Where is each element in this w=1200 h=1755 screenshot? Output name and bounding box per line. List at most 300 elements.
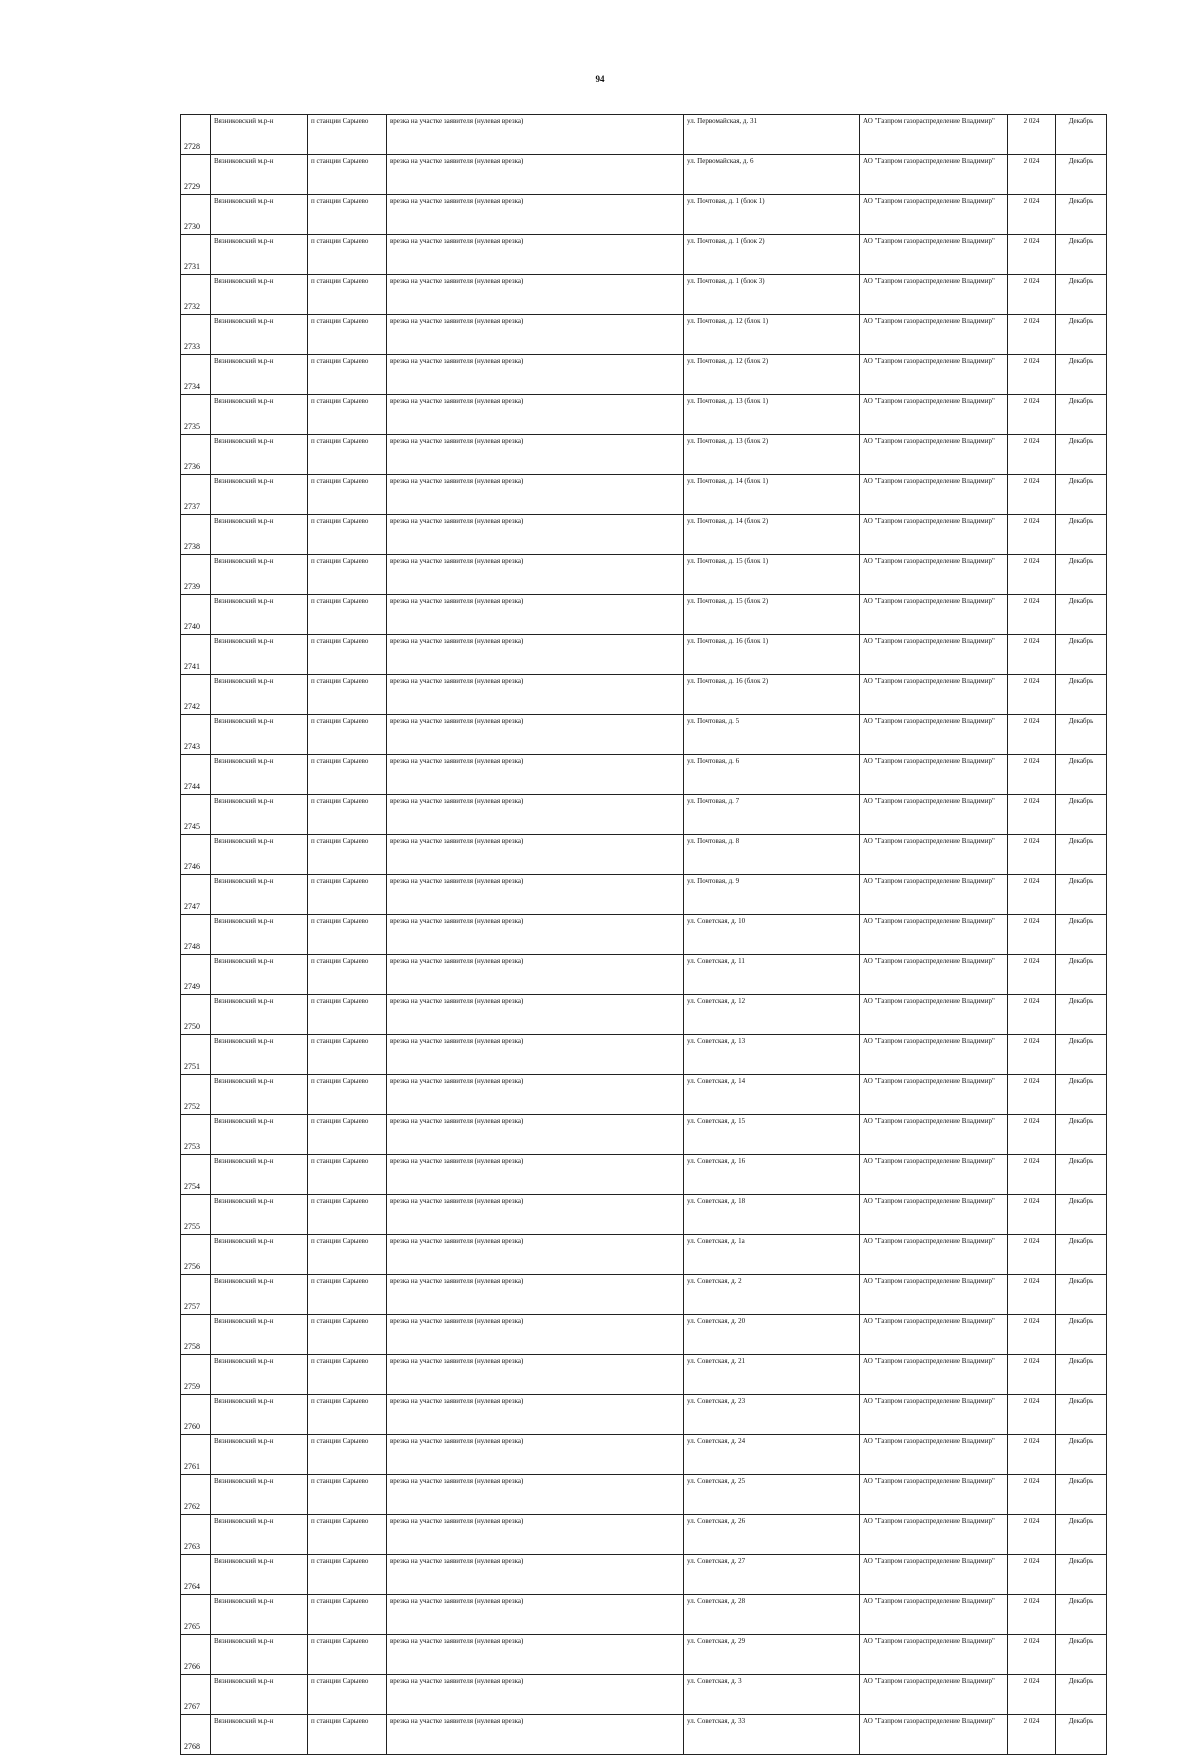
work-type-cell: врезка на участке заявителя (нулевая врезка) (387, 315, 684, 355)
month-cell: Декабрь (1056, 1595, 1107, 1635)
month-cell: Декабрь (1056, 1635, 1107, 1675)
table-row (181, 995, 1107, 1035)
table-row (181, 1155, 1107, 1195)
year-cell: 2 024 (1008, 1555, 1056, 1595)
row-number-cell: 2731 (181, 235, 211, 275)
table-row (181, 835, 1107, 875)
year-cell: 2 024 (1008, 1675, 1056, 1715)
year-cell: 2 024 (1008, 1355, 1056, 1395)
table-row (181, 235, 1107, 275)
table-row (181, 1275, 1107, 1315)
locality-cell: п станции Сарыево (308, 1155, 387, 1195)
table-row (181, 355, 1107, 395)
year-cell: 2 024 (1008, 875, 1056, 915)
district-cell: Вязниковский м.р-н (211, 315, 308, 355)
month-cell: Декабрь (1056, 1675, 1107, 1715)
organization-cell: АО "Газпром газораспределение Владимир" (860, 355, 1008, 395)
address-cell: ул. Советская, д. 18 (684, 1195, 860, 1235)
district-cell: Вязниковский м.р-н (211, 1075, 308, 1115)
month-cell: Декабрь (1056, 1155, 1107, 1195)
row-number-cell: 2763 (181, 1515, 211, 1555)
address-cell: ул. Советская, д. 13 (684, 1035, 860, 1075)
month-cell: Декабрь (1056, 355, 1107, 395)
month-cell: Декабрь (1056, 1315, 1107, 1355)
address-cell: ул. Советская, д. 15 (684, 1115, 860, 1155)
locality-cell: п станции Сарыево (308, 1555, 387, 1595)
month-cell: Декабрь (1056, 475, 1107, 515)
organization-cell: АО "Газпром газораспределение Владимир" (860, 115, 1008, 155)
district-cell: Вязниковский м.р-н (211, 1555, 308, 1595)
table-row (181, 475, 1107, 515)
organization-cell: АО "Газпром газораспределение Владимир" (860, 755, 1008, 795)
organization-cell: АО "Газпром газораспределение Владимир" (860, 1075, 1008, 1115)
locality-cell: п станции Сарыево (308, 1355, 387, 1395)
district-cell: Вязниковский м.р-н (211, 755, 308, 795)
table-row (181, 1235, 1107, 1275)
work-type-cell: врезка на участке заявителя (нулевая врезка) (387, 115, 684, 155)
organization-cell: АО "Газпром газораспределение Владимир" (860, 1595, 1008, 1635)
month-cell: Декабрь (1056, 1395, 1107, 1435)
work-type-cell: врезка на участке заявителя (нулевая врезка) (387, 1555, 684, 1595)
work-type-cell: врезка на участке заявителя (нулевая врезка) (387, 515, 684, 555)
district-cell: Вязниковский м.р-н (211, 635, 308, 675)
district-cell: Вязниковский м.р-н (211, 435, 308, 475)
work-type-cell: врезка на участке заявителя (нулевая врезка) (387, 715, 684, 755)
work-type-cell: врезка на участке заявителя (нулевая врезка) (387, 155, 684, 195)
row-number-cell: 2730 (181, 195, 211, 235)
organization-cell: АО "Газпром газораспределение Владимир" (860, 835, 1008, 875)
month-cell: Декабрь (1056, 115, 1107, 155)
table-row (181, 395, 1107, 435)
row-number-cell: 2741 (181, 635, 211, 675)
row-number-cell: 2733 (181, 315, 211, 355)
district-cell: Вязниковский м.р-н (211, 1115, 308, 1155)
address-cell: ул. Почтовая, д. 5 (684, 715, 860, 755)
year-cell: 2 024 (1008, 1115, 1056, 1155)
month-cell: Декабрь (1056, 1195, 1107, 1235)
address-cell: ул. Советская, д. 21 (684, 1355, 860, 1395)
organization-cell: АО "Газпром газораспределение Владимир" (860, 1155, 1008, 1195)
month-cell: Декабрь (1056, 595, 1107, 635)
locality-cell: п станции Сарыево (308, 1475, 387, 1515)
year-cell: 2 024 (1008, 635, 1056, 675)
organization-cell: АО "Газпром газораспределение Владимир" (860, 1715, 1008, 1755)
address-cell: ул. Советская, д. 29 (684, 1635, 860, 1675)
district-cell: Вязниковский м.р-н (211, 475, 308, 515)
district-cell: Вязниковский м.р-н (211, 675, 308, 715)
work-type-cell: врезка на участке заявителя (нулевая врезка) (387, 1195, 684, 1235)
locality-cell: п станции Сарыево (308, 1235, 387, 1275)
month-cell: Декабрь (1056, 1355, 1107, 1395)
organization-cell: АО "Газпром газораспределение Владимир" (860, 235, 1008, 275)
locality-cell: п станции Сарыево (308, 355, 387, 395)
table-row (181, 1035, 1107, 1075)
address-cell: ул. Советская, д. 1а (684, 1235, 860, 1275)
month-cell: Декабрь (1056, 995, 1107, 1035)
table-row (181, 155, 1107, 195)
row-number-cell: 2764 (181, 1555, 211, 1595)
table-row (181, 1515, 1107, 1555)
table-row (181, 1475, 1107, 1515)
table-row (181, 1395, 1107, 1435)
locality-cell: п станции Сарыево (308, 795, 387, 835)
locality-cell: п станции Сарыево (308, 515, 387, 555)
work-type-cell: врезка на участке заявителя (нулевая врезка) (387, 1155, 684, 1195)
district-cell: Вязниковский м.р-н (211, 835, 308, 875)
row-number-cell: 2728 (181, 115, 211, 155)
table-row (181, 315, 1107, 355)
year-cell: 2 024 (1008, 1595, 1056, 1635)
locality-cell: п станции Сарыево (308, 955, 387, 995)
year-cell: 2 024 (1008, 1395, 1056, 1435)
district-cell: Вязниковский м.р-н (211, 235, 308, 275)
row-number-cell: 2753 (181, 1115, 211, 1155)
month-cell: Декабрь (1056, 1075, 1107, 1115)
locality-cell: п станции Сарыево (308, 1195, 387, 1235)
month-cell: Декабрь (1056, 755, 1107, 795)
district-cell: Вязниковский м.р-н (211, 115, 308, 155)
table-row (181, 1595, 1107, 1635)
organization-cell: АО "Газпром газораспределение Владимир" (860, 1235, 1008, 1275)
locality-cell: п станции Сарыево (308, 1275, 387, 1315)
organization-cell: АО "Газпром газораспределение Владимир" (860, 595, 1008, 635)
row-number-cell: 2762 (181, 1475, 211, 1515)
district-cell: Вязниковский м.р-н (211, 1595, 308, 1635)
row-number-cell: 2754 (181, 1155, 211, 1195)
address-cell: ул. Советская, д. 26 (684, 1515, 860, 1555)
locality-cell: п станции Сарыево (308, 1595, 387, 1635)
table-row (181, 515, 1107, 555)
row-number-cell: 2747 (181, 875, 211, 915)
address-cell: ул. Почтовая, д. 15 (блок 2) (684, 595, 860, 635)
month-cell: Декабрь (1056, 395, 1107, 435)
row-number-cell: 2761 (181, 1435, 211, 1475)
address-cell: ул. Почтовая, д. 9 (684, 875, 860, 915)
year-cell: 2 024 (1008, 475, 1056, 515)
locality-cell: п станции Сарыево (308, 1435, 387, 1475)
table-row (181, 755, 1107, 795)
locality-cell: п станции Сарыево (308, 235, 387, 275)
district-cell: Вязниковский м.р-н (211, 1355, 308, 1395)
year-cell: 2 024 (1008, 755, 1056, 795)
district-cell: Вязниковский м.р-н (211, 715, 308, 755)
district-cell: Вязниковский м.р-н (211, 1235, 308, 1275)
address-cell: ул. Почтовая, д. 14 (блок 1) (684, 475, 860, 515)
month-cell: Декабрь (1056, 835, 1107, 875)
work-type-cell: врезка на участке заявителя (нулевая врезка) (387, 955, 684, 995)
work-type-cell: врезка на участке заявителя (нулевая врезка) (387, 1595, 684, 1635)
locality-cell: п станции Сарыево (308, 1115, 387, 1155)
table-row (181, 195, 1107, 235)
work-type-cell: врезка на участке заявителя (нулевая врезка) (387, 435, 684, 475)
address-cell: ул. Советская, д. 14 (684, 1075, 860, 1115)
address-cell: ул. Почтовая, д. 13 (блок 1) (684, 395, 860, 435)
table-row (181, 1435, 1107, 1475)
work-type-cell: врезка на участке заявителя (нулевая врезка) (387, 1715, 684, 1755)
address-cell: ул. Почтовая, д. 6 (684, 755, 860, 795)
month-cell: Декабрь (1056, 875, 1107, 915)
district-cell: Вязниковский м.р-н (211, 1475, 308, 1515)
work-type-cell: врезка на участке заявителя (нулевая врезка) (387, 635, 684, 675)
row-number-cell: 2734 (181, 355, 211, 395)
row-number-cell: 2749 (181, 955, 211, 995)
month-cell: Декабрь (1056, 1475, 1107, 1515)
district-cell: Вязниковский м.р-н (211, 355, 308, 395)
work-type-cell: врезка на участке заявителя (нулевая врезка) (387, 1315, 684, 1355)
organization-cell: АО "Газпром газораспределение Владимир" (860, 875, 1008, 915)
district-cell: Вязниковский м.р-н (211, 1395, 308, 1435)
table-row (181, 1195, 1107, 1235)
year-cell: 2 024 (1008, 1035, 1056, 1075)
row-number-cell: 2732 (181, 275, 211, 315)
row-number-cell: 2743 (181, 715, 211, 755)
table-row (181, 955, 1107, 995)
work-type-cell: врезка на участке заявителя (нулевая врезка) (387, 835, 684, 875)
year-cell: 2 024 (1008, 675, 1056, 715)
locality-cell: п станции Сарыево (308, 315, 387, 355)
district-cell: Вязниковский м.р-н (211, 515, 308, 555)
organization-cell: АО "Газпром газораспределение Владимир" (860, 515, 1008, 555)
address-cell: ул. Почтовая, д. 15 (блок 1) (684, 555, 860, 595)
table-row (181, 115, 1107, 155)
table-row (181, 1075, 1107, 1115)
row-number-cell: 2738 (181, 515, 211, 555)
month-cell: Декабрь (1056, 715, 1107, 755)
locality-cell: п станции Сарыево (308, 755, 387, 795)
month-cell: Декабрь (1056, 1235, 1107, 1275)
row-number-cell: 2758 (181, 1315, 211, 1355)
month-cell: Декабрь (1056, 555, 1107, 595)
row-number-cell: 2755 (181, 1195, 211, 1235)
organization-cell: АО "Газпром газораспределение Владимир" (860, 435, 1008, 475)
organization-cell: АО "Газпром газораспределение Владимир" (860, 395, 1008, 435)
locality-cell: п станции Сарыево (308, 1075, 387, 1115)
locality-cell: п станции Сарыево (308, 675, 387, 715)
work-type-cell: врезка на участке заявителя (нулевая врезка) (387, 995, 684, 1035)
table-row (181, 1635, 1107, 1675)
work-type-cell: врезка на участке заявителя (нулевая врезка) (387, 1235, 684, 1275)
address-cell: ул. Советская, д. 28 (684, 1595, 860, 1635)
row-number-cell: 2739 (181, 555, 211, 595)
work-type-cell: врезка на участке заявителя (нулевая врезка) (387, 195, 684, 235)
organization-cell: АО "Газпром газораспределение Владимир" (860, 555, 1008, 595)
work-type-cell: врезка на участке заявителя (нулевая врезка) (387, 475, 684, 515)
locality-cell: п станции Сарыево (308, 395, 387, 435)
address-cell: ул. Советская, д. 23 (684, 1395, 860, 1435)
row-number-cell: 2757 (181, 1275, 211, 1315)
address-cell: ул. Советская, д. 24 (684, 1435, 860, 1475)
month-cell: Декабрь (1056, 1035, 1107, 1075)
work-type-cell: врезка на участке заявителя (нулевая врезка) (387, 1635, 684, 1675)
address-cell: ул. Почтовая, д. 1 (блок 2) (684, 235, 860, 275)
address-cell: ул. Почтовая, д. 12 (блок 2) (684, 355, 860, 395)
table-row (181, 675, 1107, 715)
year-cell: 2 024 (1008, 355, 1056, 395)
work-type-cell: врезка на участке заявителя (нулевая врезка) (387, 915, 684, 955)
year-cell: 2 024 (1008, 195, 1056, 235)
work-type-cell: врезка на участке заявителя (нулевая врезка) (387, 795, 684, 835)
year-cell: 2 024 (1008, 395, 1056, 435)
work-type-cell: врезка на участке заявителя (нулевая врезка) (387, 355, 684, 395)
organization-cell: АО "Газпром газораспределение Владимир" (860, 795, 1008, 835)
year-cell: 2 024 (1008, 1315, 1056, 1355)
district-cell: Вязниковский м.р-н (211, 995, 308, 1035)
table-row (181, 635, 1107, 675)
locality-cell: п станции Сарыево (308, 875, 387, 915)
year-cell: 2 024 (1008, 595, 1056, 635)
month-cell: Декабрь (1056, 275, 1107, 315)
locality-cell: п станции Сарыево (308, 475, 387, 515)
district-cell: Вязниковский м.р-н (211, 1275, 308, 1315)
month-cell: Декабрь (1056, 635, 1107, 675)
table-row (181, 715, 1107, 755)
row-number-cell: 2748 (181, 915, 211, 955)
month-cell: Декабрь (1056, 1515, 1107, 1555)
table-row (181, 1675, 1107, 1715)
work-type-cell: врезка на участке заявителя (нулевая врезка) (387, 755, 684, 795)
locality-cell: п станции Сарыево (308, 635, 387, 675)
month-cell: Декабрь (1056, 195, 1107, 235)
year-cell: 2 024 (1008, 275, 1056, 315)
organization-cell: АО "Газпром газораспределение Владимир" (860, 1555, 1008, 1595)
district-cell: Вязниковский м.р-н (211, 915, 308, 955)
locality-cell: п станции Сарыево (308, 995, 387, 1035)
district-cell: Вязниковский м.р-н (211, 595, 308, 635)
work-type-cell: врезка на участке заявителя (нулевая врезка) (387, 1355, 684, 1395)
organization-cell: АО "Газпром газораспределение Владимир" (860, 1635, 1008, 1675)
district-cell: Вязниковский м.р-н (211, 875, 308, 915)
work-type-cell: врезка на участке заявителя (нулевая врезка) (387, 1075, 684, 1115)
month-cell: Декабрь (1056, 155, 1107, 195)
district-cell: Вязниковский м.р-н (211, 1635, 308, 1675)
organization-cell: АО "Газпром газораспределение Владимир" (860, 195, 1008, 235)
address-cell: ул. Почтовая, д. 7 (684, 795, 860, 835)
organization-cell: АО "Газпром газораспределение Владимир" (860, 275, 1008, 315)
locality-cell: п станции Сарыево (308, 1315, 387, 1355)
row-number-cell: 2746 (181, 835, 211, 875)
year-cell: 2 024 (1008, 715, 1056, 755)
organization-cell: АО "Газпром газораспределение Владимир" (860, 955, 1008, 995)
locality-cell: п станции Сарыево (308, 555, 387, 595)
district-cell: Вязниковский м.р-н (211, 1675, 308, 1715)
address-cell: ул. Советская, д. 25 (684, 1475, 860, 1515)
district-cell: Вязниковский м.р-н (211, 795, 308, 835)
table-row (181, 1355, 1107, 1395)
work-type-cell: врезка на участке заявителя (нулевая врезка) (387, 1475, 684, 1515)
organization-cell: АО "Газпром газораспределение Владимир" (860, 1195, 1008, 1235)
work-type-cell: врезка на участке заявителя (нулевая врезка) (387, 395, 684, 435)
month-cell: Декабрь (1056, 1715, 1107, 1755)
month-cell: Декабрь (1056, 235, 1107, 275)
organization-cell: АО "Газпром газораспределение Владимир" (860, 315, 1008, 355)
table-row (181, 1115, 1107, 1155)
address-cell: ул. Советская, д. 20 (684, 1315, 860, 1355)
address-cell: ул. Почтовая, д. 1 (блок 3) (684, 275, 860, 315)
organization-cell: АО "Газпром газораспределение Владимир" (860, 715, 1008, 755)
row-number-cell: 2740 (181, 595, 211, 635)
organization-cell: АО "Газпром газораспределение Владимир" (860, 1315, 1008, 1355)
year-cell: 2 024 (1008, 995, 1056, 1035)
year-cell: 2 024 (1008, 835, 1056, 875)
row-number-cell: 2766 (181, 1635, 211, 1675)
locality-cell: п станции Сарыево (308, 1515, 387, 1555)
organization-cell: АО "Газпром газораспределение Владимир" (860, 915, 1008, 955)
district-cell: Вязниковский м.р-н (211, 275, 308, 315)
work-type-cell: врезка на участке заявителя (нулевая врезка) (387, 1435, 684, 1475)
table-row (181, 1555, 1107, 1595)
year-cell: 2 024 (1008, 515, 1056, 555)
row-number-cell: 2765 (181, 1595, 211, 1635)
table-row (181, 595, 1107, 635)
year-cell: 2 024 (1008, 795, 1056, 835)
year-cell: 2 024 (1008, 115, 1056, 155)
row-number-cell: 2768 (181, 1715, 211, 1755)
row-number-cell: 2745 (181, 795, 211, 835)
row-number-cell: 2767 (181, 1675, 211, 1715)
table-row (181, 275, 1107, 315)
address-cell: ул. Почтовая, д. 14 (блок 2) (684, 515, 860, 555)
table-row (181, 795, 1107, 835)
month-cell: Декабрь (1056, 1115, 1107, 1155)
row-number-cell: 2760 (181, 1395, 211, 1435)
work-type-cell: врезка на участке заявителя (нулевая врезка) (387, 1115, 684, 1155)
district-cell: Вязниковский м.р-н (211, 1155, 308, 1195)
address-cell: ул. Почтовая, д. 12 (блок 1) (684, 315, 860, 355)
year-cell: 2 024 (1008, 1635, 1056, 1675)
table-row (181, 1315, 1107, 1355)
month-cell: Декабрь (1056, 675, 1107, 715)
month-cell: Декабрь (1056, 1555, 1107, 1595)
organization-cell: АО "Газпром газораспределение Владимир" (860, 1435, 1008, 1475)
year-cell: 2 024 (1008, 1275, 1056, 1315)
work-type-cell: врезка на участке заявителя (нулевая врезка) (387, 275, 684, 315)
address-cell: ул. Почтовая, д. 1 (блок 1) (684, 195, 860, 235)
row-number-cell: 2735 (181, 395, 211, 435)
work-type-cell: врезка на участке заявителя (нулевая врезка) (387, 1035, 684, 1075)
district-cell: Вязниковский м.р-н (211, 195, 308, 235)
row-number-cell: 2744 (181, 755, 211, 795)
year-cell: 2 024 (1008, 1715, 1056, 1755)
month-cell: Декабрь (1056, 435, 1107, 475)
locality-cell: п станции Сарыево (308, 1675, 387, 1715)
work-type-cell: врезка на участке заявителя (нулевая врезка) (387, 235, 684, 275)
address-cell: ул. Почтовая, д. 13 (блок 2) (684, 435, 860, 475)
registry-body (181, 115, 1107, 1755)
address-cell: ул. Первомайская, д. 6 (684, 155, 860, 195)
year-cell: 2 024 (1008, 235, 1056, 275)
organization-cell: АО "Газпром газораспределение Владимир" (860, 1355, 1008, 1395)
locality-cell: п станции Сарыево (308, 1395, 387, 1435)
address-cell: ул. Советская, д. 10 (684, 915, 860, 955)
month-cell: Декабрь (1056, 1275, 1107, 1315)
locality-cell: п станции Сарыево (308, 1635, 387, 1675)
month-cell: Декабрь (1056, 515, 1107, 555)
locality-cell: п станции Сарыево (308, 835, 387, 875)
district-cell: Вязниковский м.р-н (211, 1715, 308, 1755)
year-cell: 2 024 (1008, 1515, 1056, 1555)
address-cell: ул. Советская, д. 3 (684, 1675, 860, 1715)
organization-cell: АО "Газпром газораспределение Владимир" (860, 1675, 1008, 1715)
table-row (181, 1715, 1107, 1755)
locality-cell: п станции Сарыево (308, 275, 387, 315)
row-number-cell: 2742 (181, 675, 211, 715)
address-cell: ул. Советская, д. 27 (684, 1555, 860, 1595)
month-cell: Декабрь (1056, 1435, 1107, 1475)
locality-cell: п станции Сарыево (308, 115, 387, 155)
organization-cell: АО "Газпром газораспределение Владимир" (860, 1395, 1008, 1435)
year-cell: 2 024 (1008, 1075, 1056, 1115)
work-type-cell: врезка на участке заявителя (нулевая врезка) (387, 675, 684, 715)
